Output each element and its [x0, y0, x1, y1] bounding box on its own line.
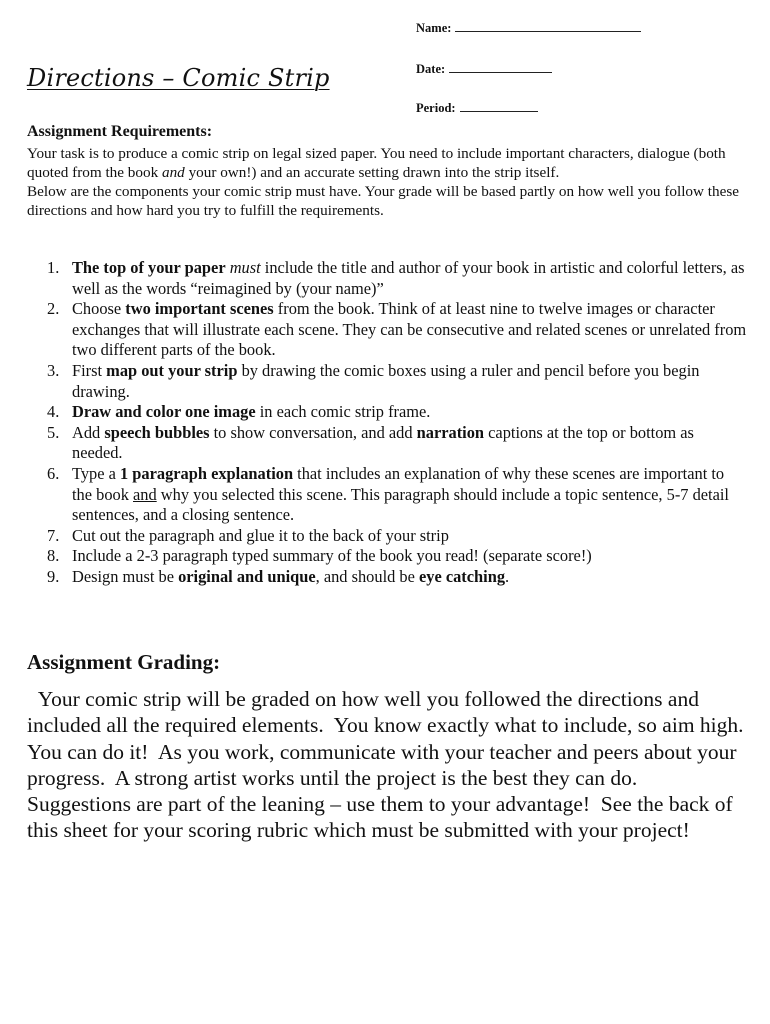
item-number: 4.	[47, 402, 60, 422]
name-label: Name:	[416, 21, 452, 35]
intro-text-a: Your task is to produce a comic strip on legal sized paper. You need to include important characters, dialogue (both quoted from the book	[27, 145, 726, 181]
item-number: 8.	[47, 546, 60, 566]
requirements-intro	[27, 144, 747, 220]
item-text: in each comic strip frame.	[255, 402, 431, 422]
item-bold: two important scenes	[125, 299, 274, 319]
item-text: that includes an explanation of why these scenes are important to the book	[72, 463, 725, 504]
item-text: First	[72, 360, 107, 380]
list-item	[27, 546, 747, 567]
page-title: Directions – Comic Strip	[27, 64, 330, 92]
item-bold: map out your strip	[106, 360, 238, 380]
item-bold: original and unique	[178, 566, 316, 586]
item-text: Design must be	[72, 566, 179, 586]
intro-paragraph-2: Below are the components your comic strip must have. Your grade will be based partly on how well you follow these directions and how hard you try to fulfill the requirements.	[27, 183, 739, 219]
date-blank-line[interactable]	[449, 61, 552, 73]
item-number: 9.	[47, 566, 60, 586]
item-bold: The top of your paper	[72, 258, 226, 277]
list-item	[27, 567, 747, 588]
item-number: 1.	[47, 258, 60, 277]
list-item	[27, 423, 747, 464]
period-label: Period:	[416, 101, 456, 115]
list-item	[27, 299, 747, 361]
item-text: Type a	[72, 463, 121, 483]
item-text: include the title and author of your book in artistic and colorful letters, as well as the words “reimagined by (your name)”	[72, 258, 745, 298]
item-number: 5.	[47, 422, 60, 442]
list-item	[27, 258, 747, 299]
item-bold: 1 paragraph explanation	[120, 463, 294, 483]
period-field[interactable]	[416, 100, 538, 116]
item-bold: speech bubbles	[104, 422, 210, 442]
item-underline: and	[133, 484, 157, 504]
list-item	[27, 526, 747, 547]
name-field[interactable]	[416, 20, 641, 36]
item-number: 7.	[47, 525, 60, 545]
date-label: Date:	[416, 62, 446, 76]
intro-emphasis: and	[161, 164, 185, 181]
item-number: 6.	[47, 463, 60, 483]
list-item	[27, 361, 747, 402]
item-text: .	[505, 566, 510, 586]
item-emphasis: must	[225, 258, 261, 277]
list-item	[27, 402, 747, 423]
list-item	[27, 464, 747, 526]
item-text: Choose	[72, 299, 126, 319]
intro-paragraph-1	[27, 144, 747, 182]
item-text: why you selected this scene. This paragraph should include a topic sentence, 5-7 detail sentences, and a closing sentence.	[72, 484, 729, 525]
item-bold: eye catching	[418, 566, 506, 586]
intro-text-b: your own!) and an accurate setting drawn into the strip itself.	[184, 164, 560, 181]
item-bold: narration	[416, 422, 485, 442]
item-text: , and should be	[315, 566, 419, 586]
date-field[interactable]	[416, 61, 552, 77]
item-text: Cut out the paragraph and glue it to the back of your strip	[72, 525, 449, 545]
grading-heading: Assignment Grading:	[27, 650, 221, 674]
period-blank-line[interactable]	[460, 100, 538, 112]
item-text: to show conversation, and add	[209, 422, 417, 442]
requirements-heading: Assignment Requirements:	[27, 123, 213, 140]
requirements-list	[27, 258, 747, 588]
name-blank-line[interactable]	[455, 20, 641, 32]
item-text: from the book. Think of at least nine to twelve images or character exchanges that will illustrate each scene. They can be consecutive and related scenes or unrelated from two different parts of the book.	[72, 299, 747, 360]
item-text: by drawing the comic boxes using a ruler and pencil before you begin drawing.	[72, 360, 700, 401]
item-bold: Draw and color one image	[72, 402, 256, 422]
grading-paragraph: Your comic strip will be graded on how well you followed the directions and included all the required elements. You know exactly what to include, so aim high. You can do it! As you work, communicate with your teacher and peers about your progress. A strong artist works until the project is the best they can do. Suggestions are part of the leaning – use them to your advantage! See the back of this sheet for your scoring rubric which must be submitted with your project!	[27, 687, 754, 843]
item-text: captions at the top or bottom as needed.	[72, 422, 694, 463]
item-text: Include a 2-3 paragraph typed summary of the book you read! (separate score!)	[72, 546, 592, 566]
item-text: Add	[72, 422, 105, 442]
item-number: 2.	[47, 299, 60, 319]
item-number: 3.	[47, 360, 60, 380]
